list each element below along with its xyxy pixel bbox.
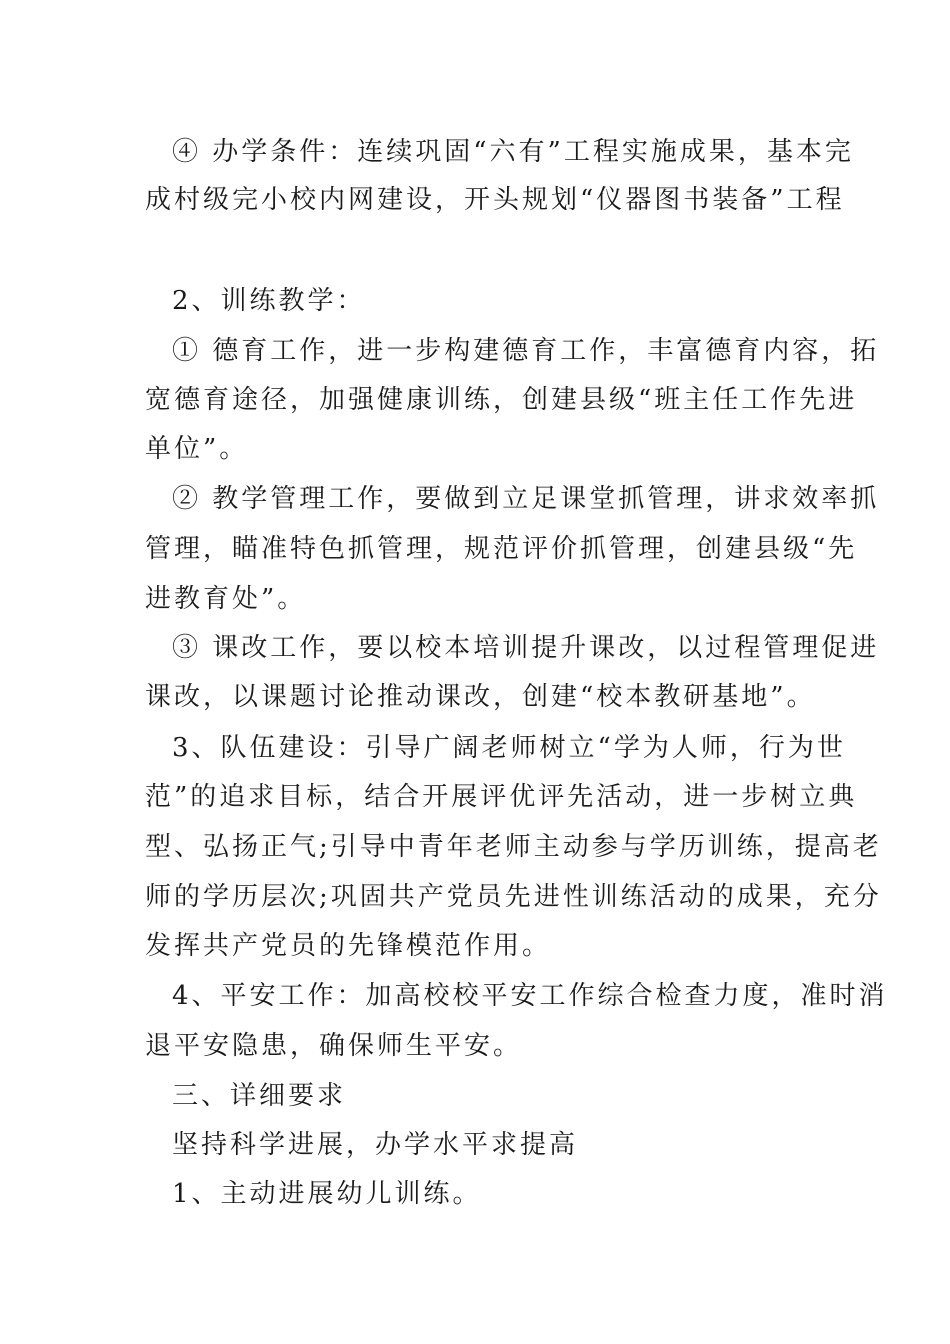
text-line: 4、平安工作：加高校校平安工作综合检查力度，准时消: [172, 981, 888, 1011]
text-line: 课改，以课题讨论推动课改，创建“校本教研基地”。: [145, 682, 816, 712]
text-line: 进教育处”。: [145, 584, 307, 614]
text-line: 宽德育途径，加强健康训练，创建县级“班主任工作先进: [145, 385, 858, 415]
text-line: 1、主动进展幼儿训练。: [172, 1179, 482, 1209]
section-heading: 三、详细要求: [172, 1081, 347, 1111]
text-line: ① 德育工作，进一步构建德育工作，丰富德育内容，拓: [172, 336, 880, 366]
text-line: 成村级完小校内网建设，开头规划“仪器图书装备”工程: [145, 185, 845, 215]
text-line: ③ 课改工作，要以校本培训提升课改，以过程管理促进: [172, 633, 880, 663]
text-line: 型、弘扬正气;引导中青年老师主动参与学历训练，提高老: [145, 832, 882, 862]
text-line: 师的学历层次;巩固共产党员先进性训练活动的成果，充分: [145, 882, 882, 912]
section-heading: 2、训练教学：: [172, 286, 366, 316]
text-line: 单位”。: [145, 434, 249, 464]
text-line: 发挥共产党员的先锋模范作用。: [145, 931, 552, 961]
text-line: 管理，瞄准特色抓管理，规范评价抓管理，创建县级“先: [145, 534, 858, 564]
text-line: ④ 办学条件：连续巩固“六有”工程实施成果，基本完: [172, 137, 854, 167]
text-line: 退平安隐患，确保师生平安。: [145, 1031, 523, 1061]
text-line: 3、队伍建设：引导广阔老师树立“学为人师，行为世: [172, 733, 846, 763]
text-line: ② 教学管理工作，要做到立足课堂抓管理，讲求效率抓: [172, 484, 880, 514]
text-line: 范”的追求目标，结合开展评优评先活动，进一步树立典: [145, 782, 858, 812]
text-line: 坚持科学进展，办学水平求提高: [172, 1130, 579, 1160]
